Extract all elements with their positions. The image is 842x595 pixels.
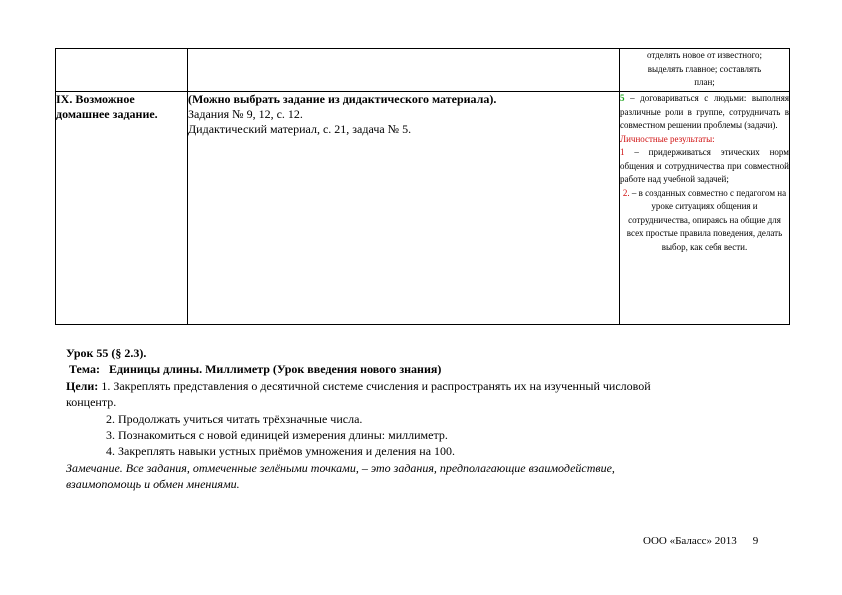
goals-line [66,378,786,394]
results-cell-continued [620,49,790,92]
goal-4: 4. Закреплять навыки устных приёмов умножения и деления на 100. [106,444,456,459]
theme-text: Единицы длины. Миллиметр (Урок введения нового знания) [108,362,442,377]
theme-label: Тема: [69,362,100,377]
task-title: (Можно выбрать задание из дидактического материала). [188,92,497,106]
lesson-plan [66,345,786,493]
goals-label: Цели: [66,378,99,393]
note-line: Замечание. Все задания, отмеченные зелёными точками, – это задания, предполагающие взаимодействие, [66,460,615,475]
result-text: – придерживаться этических норм общения и сотрудничества при совместной работе над учебной задачей; [620,147,789,184]
note-line: взаимопомощь и обмен мнениями. [66,477,240,492]
table-cell-empty [56,49,188,92]
result-number: 1 [620,147,625,157]
page-footer [643,535,758,547]
result-text: – договариваться с людьми: выполняя различные роли в группе, сотрудничать в совместном решении проблемы (задачи). [620,93,789,130]
results-line: план; [694,77,715,87]
goal-3: 3. Познакомиться с новой единицей измерения длины: миллиметр. [106,428,448,443]
personal-results-heading: Личностные результаты: [620,133,715,144]
lesson-theme [66,361,786,377]
stage-label: IX. Возможное домашнее задание. [56,92,158,121]
table-row [56,49,790,92]
table-cell-empty [188,49,620,92]
task-line: Задания № 9, 12, с. 12. [188,107,303,121]
page-number: 9 [752,535,759,547]
results-cell [620,92,790,325]
stage-cell [56,92,188,325]
results-line: отделять новое от известного; [646,50,763,60]
result-item-1 [620,146,789,187]
result-number: 5 [620,93,625,103]
results-line: выделять главное; составлять [647,63,762,74]
goal-1: 1. Закреплять представления о десятичной системе счисления и распространять их на изученный числовой [98,378,651,393]
lesson-title: Урок 55 (§ 2.3). [66,346,147,360]
result-number: 2. [622,187,630,198]
publisher-label: ООО «Баласс» 2013 [643,535,737,547]
table-row [56,92,790,325]
goal-1-continued: концентр. [66,395,117,410]
lesson-table [55,48,790,325]
result-text: – в созданных совместно с педагогом на уроке ситуациях общения и сотрудничества, опираясь на общие для всех простые правила поведения, делать выбор, как себя вести. [626,187,787,252]
result-item-5 [620,92,789,133]
task-cell [188,92,620,325]
goal-2: 2. Продолжать учиться читать трёхзначные числа. [106,411,363,426]
result-item-2 [620,187,789,255]
task-line: Дидактический материал, с. 21, задача № 5. [188,122,412,136]
